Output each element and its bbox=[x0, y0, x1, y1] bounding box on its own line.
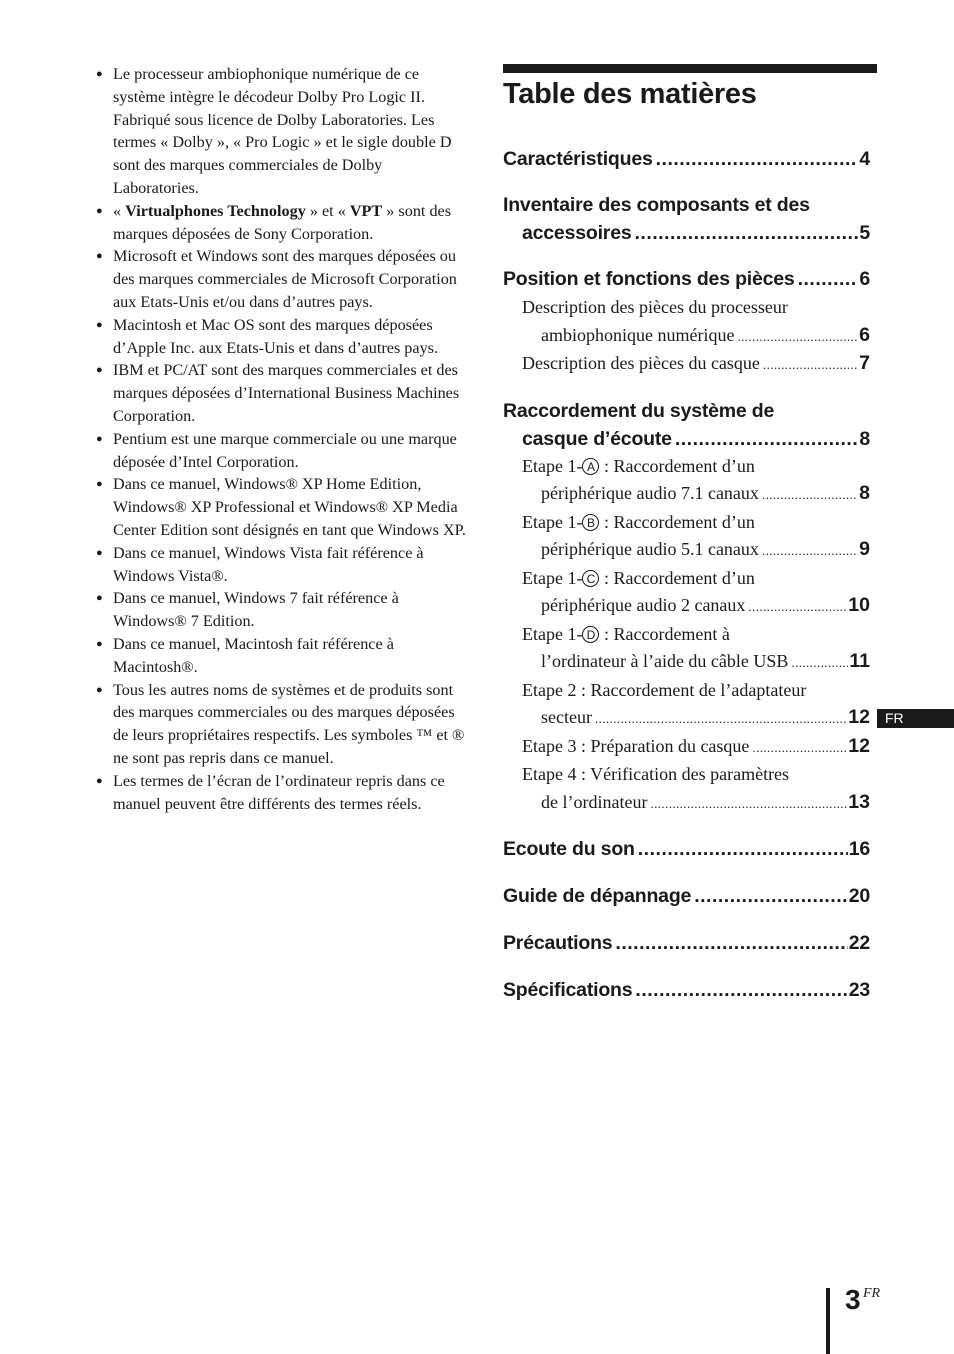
trademark-notices bbox=[96, 63, 472, 815]
title-rule bbox=[503, 64, 877, 73]
bullet-icon: ● bbox=[96, 250, 103, 263]
bullet-icon: ● bbox=[96, 546, 103, 559]
notice-emphasis: Virtualphones Technology bbox=[125, 201, 306, 220]
language-tab: FR bbox=[877, 709, 954, 728]
toc-page-number: 12 bbox=[848, 706, 870, 728]
notice-item: ● Dans ce manuel, Windows Vista fait référence à Windows Vista®. bbox=[96, 543, 424, 585]
toc-page-number: 4 bbox=[859, 148, 870, 170]
dot-leader bbox=[737, 322, 858, 351]
toc-entry-caracteristiques[interactable]: Caractéristiques ..... 4 bbox=[503, 145, 870, 173]
toc-entry-desc-processeur[interactable]: Description des pièces du processeur ambiophonique numérique ..... 6 bbox=[503, 294, 870, 350]
bullet-icon: ● bbox=[96, 774, 103, 787]
toc-entry-desc-casque[interactable]: Description des pièces du casque ..... 7 bbox=[503, 350, 870, 379]
notice-item: ● Microsoft et Windows sont des marques déposées ou des marques commerciales de Microsoft Corporation aux Etats-Unis et/ou dans d’autres pays. bbox=[96, 247, 457, 311]
dot-leader bbox=[791, 648, 848, 677]
notice-item: ● Dans ce manuel, Macintosh fait référence à Macintosh®. bbox=[96, 634, 394, 676]
toc-entry-etape-1b[interactable]: Etape 1- B : Raccordement d’un périphérique audio 5.1 canaux ..... 9 bbox=[503, 509, 870, 565]
toc-entry-inventaire[interactable]: Inventaire des composants et des accessoires ..... 5 bbox=[503, 191, 870, 247]
toc-page-number: 12 bbox=[848, 734, 870, 757]
dot-leader bbox=[634, 219, 858, 247]
toc-page-number: 6 bbox=[859, 268, 870, 290]
toc-entry-ecoute[interactable]: Ecoute du son ..... 16 bbox=[503, 835, 870, 863]
notice-item: ● Dans ce manuel, Windows 7 fait référence à Windows® 7 Edition. bbox=[96, 589, 399, 631]
toc-page-number: 10 bbox=[848, 594, 870, 616]
bullet-icon: ● bbox=[96, 478, 103, 491]
bullet-icon: ● bbox=[96, 432, 103, 445]
toc-entry-guide[interactable]: Guide de dépannage ..... 20 bbox=[503, 882, 870, 910]
toc-entry-raccordement[interactable]: Raccordement du système de casque d’écoute ..... 8 bbox=[503, 397, 870, 453]
toc-entry-precautions[interactable]: Précautions ..... 22 bbox=[503, 929, 870, 957]
toc-entry-etape-3[interactable]: Etape 3 : Préparation du casque ..... 12 bbox=[503, 733, 870, 762]
page-number-suffix: FR bbox=[863, 1286, 881, 1301]
page-number-bar bbox=[826, 1288, 830, 1354]
dot-leader bbox=[763, 350, 858, 379]
toc-page-number: 8 bbox=[859, 482, 870, 504]
dot-leader bbox=[656, 145, 859, 173]
notice-item: ● IBM et PC/AT sont des marques commerciales et des marques déposées d’International Business Machines Corporation. bbox=[96, 361, 460, 425]
notice-item: ● Dans ce manuel, Windows® XP Home Edition, Windows® XP Professional et Windows® XP Media Center Edition sont désignés en tant que Windows XP. bbox=[96, 475, 466, 539]
toc-entry-etape-1c[interactable]: Etape 1- C : Raccordement d’un périphérique audio 2 canaux ..... 10 bbox=[503, 565, 870, 621]
notice-item: ● Le processeur ambiophonique numérique de ce système intègre le décodeur Dolby Pro Logic II. Fabriqué sous licence de Dolby Laboratories. Les termes « Dolby », « Pro Logic » et le sigle double D sont des marques commerciales de Dolby Laboratories. bbox=[96, 65, 452, 197]
toc-entry-specifications[interactable]: Spécifications ..... 23 bbox=[503, 976, 870, 1004]
dot-leader bbox=[762, 480, 858, 509]
toc-page-number: 23 bbox=[848, 979, 870, 1001]
toc-page-number: 5 bbox=[859, 222, 870, 244]
bullet-icon: ● bbox=[96, 637, 103, 650]
dot-leader bbox=[748, 592, 847, 621]
dot-leader bbox=[650, 789, 847, 818]
toc-page-number: 22 bbox=[848, 932, 870, 954]
toc-page-number: 11 bbox=[849, 650, 870, 672]
toc-entry-etape-4[interactable]: Etape 4 : Vérification des paramètres de l’ordinateur ..... 13 bbox=[503, 761, 870, 817]
table-of-contents bbox=[503, 145, 870, 1004]
toc-page-number: 16 bbox=[848, 838, 870, 860]
toc-entry-position[interactable]: Position et fonctions des pièces ..... 6 bbox=[503, 265, 870, 293]
dot-leader bbox=[798, 265, 859, 293]
dot-leader bbox=[762, 536, 858, 565]
toc-entry-etape-2[interactable]: Etape 2 : Raccordement de l’adaptateur secteur ..... 12 bbox=[503, 677, 870, 733]
notice-emphasis: VPT bbox=[349, 201, 383, 220]
bullet-icon: ● bbox=[96, 364, 103, 377]
toc-page-number: 13 bbox=[848, 790, 870, 813]
toc-page-number: 6 bbox=[859, 323, 870, 346]
toc-page-number: 9 bbox=[859, 538, 870, 560]
toc-page-number: 7 bbox=[859, 352, 870, 374]
toc-page-number: 8 bbox=[859, 427, 870, 450]
bullet-icon: ● bbox=[96, 204, 103, 217]
dot-leader bbox=[595, 704, 847, 733]
circled-letter-b-icon: B bbox=[582, 514, 599, 531]
bullet-icon: ● bbox=[96, 68, 103, 80]
circled-letter-a-icon: A bbox=[582, 458, 599, 475]
dot-leader bbox=[694, 882, 848, 910]
dot-leader bbox=[638, 835, 848, 863]
circled-letter-d-icon: D bbox=[582, 626, 599, 643]
bullet-icon: ● bbox=[96, 592, 103, 605]
dot-leader bbox=[635, 976, 847, 1004]
dot-leader bbox=[615, 929, 847, 957]
notice-item: ● « Virtualphones Technology » et « VPT » sont des marques déposées de Sony Corporation. bbox=[96, 201, 452, 243]
bullet-icon: ● bbox=[96, 318, 103, 331]
circled-letter-c-icon: C bbox=[582, 570, 599, 587]
page-title: Table des matières bbox=[503, 78, 757, 110]
dot-leader bbox=[675, 425, 859, 453]
notice-item: ● Macintosh et Mac OS sont des marques déposées d’Apple Inc. aux Etats-Unis et dans d’autres pays. bbox=[96, 315, 439, 357]
notice-item: ● Les termes de l’écran de l’ordinateur repris dans ce manuel peuvent être différents des termes réels. bbox=[96, 771, 445, 813]
bullet-icon: ● bbox=[96, 683, 103, 696]
toc-entry-etape-1a[interactable]: Etape 1- A : Raccordement d’un périphérique audio 7.1 canaux ..... 8 bbox=[503, 453, 870, 509]
toc-page-number: 20 bbox=[848, 885, 870, 907]
toc-entry-etape-1d[interactable]: Etape 1- D : Raccordement à l’ordinateur à l’aide du câble USB ..... 11 bbox=[503, 621, 870, 677]
notice-item: ● Pentium est une marque commerciale ou une marque déposée d’Intel Corporation. bbox=[96, 429, 457, 471]
dot-leader bbox=[752, 733, 847, 762]
page-number: 3 bbox=[845, 1284, 861, 1315]
notice-item: ● Tous les autres noms de systèmes et de produits sont des marques commerciales ou des marques déposées de leurs propriétaires respectifs. Les symboles ™ et ® ne sont pas repris dans ce manuel. bbox=[96, 680, 465, 767]
